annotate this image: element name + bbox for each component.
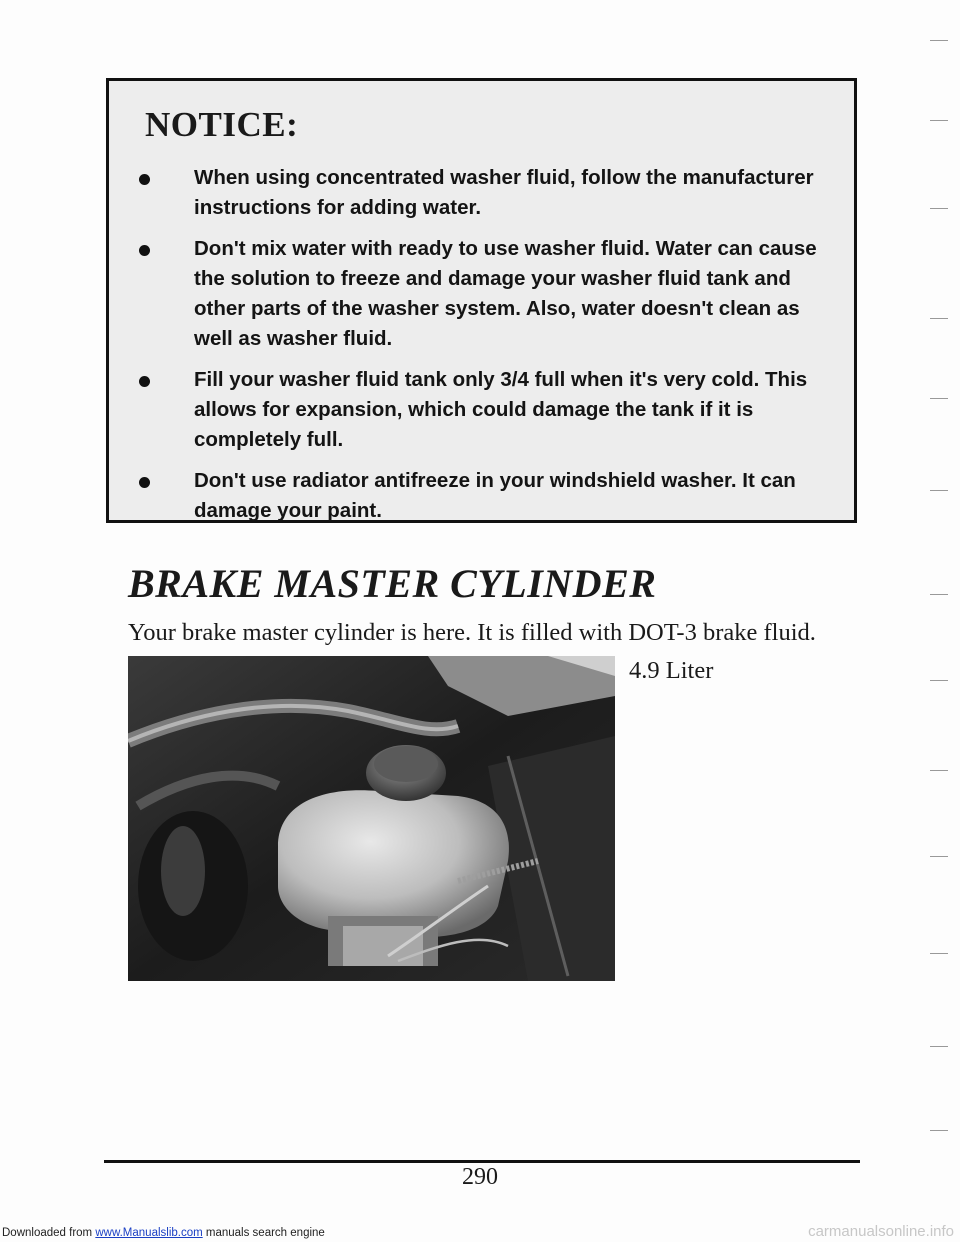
notice-item — [137, 365, 827, 455]
margin-tick — [930, 40, 948, 41]
notice-box — [106, 78, 857, 523]
section-body: Your brake master cylinder is here. It is filled with DOT-3 brake fluid. — [128, 619, 816, 646]
notice-item — [137, 234, 827, 354]
footer-rule — [104, 1160, 860, 1163]
margin-tick — [930, 1130, 948, 1131]
notice-item — [137, 163, 827, 223]
bullet-icon — [139, 174, 150, 185]
notice-item-text: Don't mix water with ready to use washer fluid. Water can cause the solution to freeze and damage your washer fluid tank and other parts of the washer system. Also, water doesn't clean as well as washer fluid. — [194, 237, 817, 350]
margin-tick — [930, 490, 948, 491]
notice-list — [137, 163, 827, 537]
engine-bay-photo — [128, 656, 615, 981]
bullet-icon — [139, 376, 150, 387]
notice-item-text: Fill your washer fluid tank only 3/4 full when it's very cold. This allows for expansion, which could damage the tank if it is completely full. — [194, 368, 808, 451]
notice-item-text: When using concentrated washer fluid, follow the manufacturer instructions for adding water. — [194, 166, 814, 219]
margin-tick — [930, 770, 948, 771]
download-note — [2, 1227, 325, 1239]
margin-tick — [930, 680, 948, 681]
photo-caption: 4.9 Liter — [629, 657, 714, 684]
bullet-icon — [139, 245, 150, 256]
notice-item-text: Don't use radiator antifreeze in your windshield washer. It can damage your paint. — [194, 469, 796, 522]
download-suffix: manuals search engine — [202, 1227, 325, 1239]
margin-tick — [930, 856, 948, 857]
bullet-icon — [139, 477, 150, 488]
margin-tick — [930, 398, 948, 399]
margin-tick — [930, 120, 948, 121]
margin-tick — [930, 594, 948, 595]
margin-tick — [930, 953, 948, 954]
margin-tick — [930, 318, 948, 319]
section-title: BRAKE MASTER CYLINDER — [128, 561, 657, 606]
margin-tick — [930, 1046, 948, 1047]
download-prefix: Downloaded from — [2, 1227, 96, 1239]
notice-item — [137, 466, 827, 526]
notice-title: NOTICE: — [145, 105, 299, 144]
page-number: 290 — [462, 1164, 498, 1190]
manualslib-link[interactable]: www.Manualslib.com — [95, 1227, 203, 1239]
watermark: carmanualsonline.info — [808, 1223, 954, 1240]
margin-tick — [930, 208, 948, 209]
